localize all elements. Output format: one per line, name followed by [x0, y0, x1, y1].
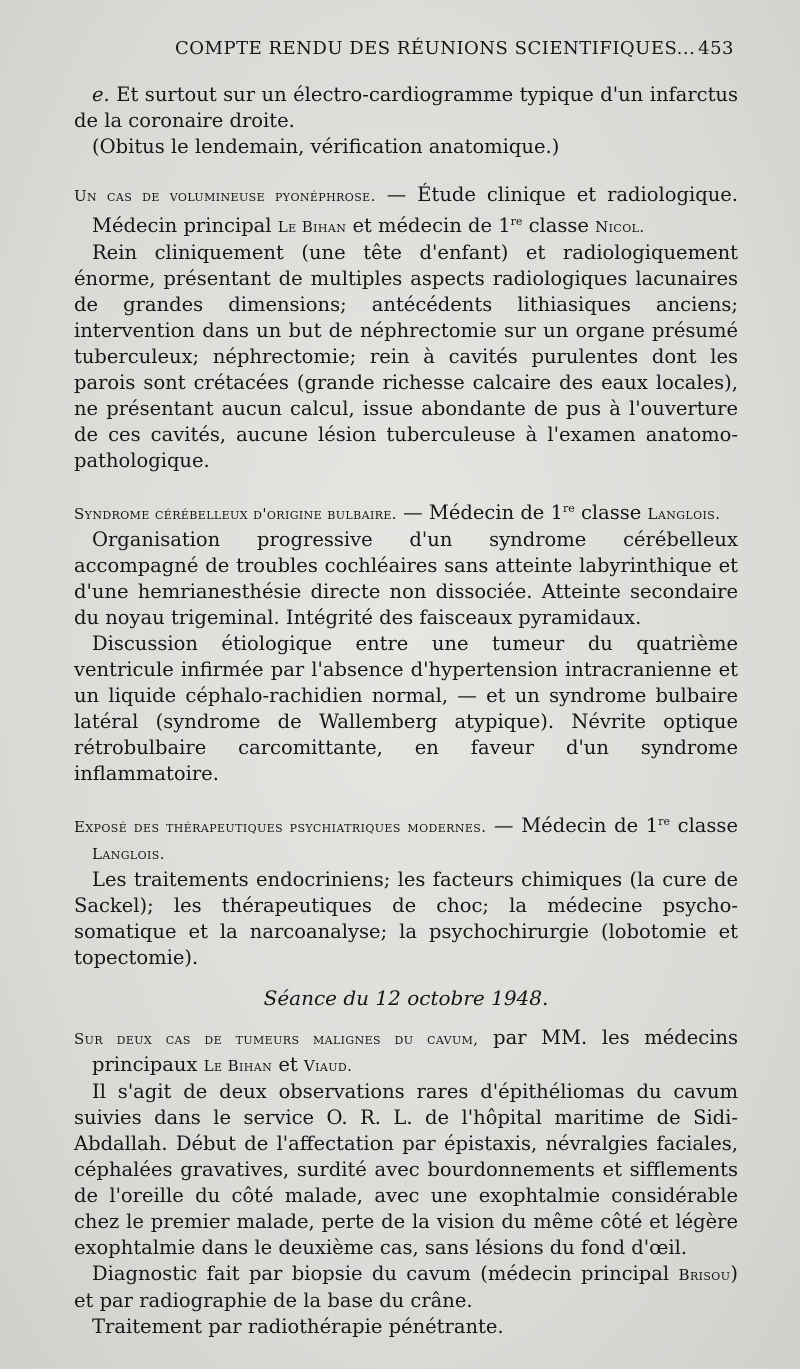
section-body: Traitement par radiothérapie pénétrante. — [92, 1315, 504, 1338]
author-name: Langlois. — [92, 845, 165, 863]
section-body: Discussion étiologique entre une tumeur du quatrième ventricule infirmée par l'absence d'hypertension intracranienne et un liquide céphalo-rachidien normal, — et un syndrome bulbaire latéral (syndrome de Wallemberg atypique). Névrite optique rétrobulbaire carcomittante, en faveur d'un syndrome inflammatoire. — [74, 632, 738, 785]
author-name: Nicol. — [595, 218, 645, 236]
section-title: Un cas de volumineuse pyonéphrose. — [74, 187, 376, 205]
author-name: Viaud. — [303, 1057, 353, 1075]
running-header — [0, 38, 800, 68]
page-number: 453 — [698, 38, 734, 59]
section-title: Exposé des thérapeutiques psychiatriques modernes. — [74, 818, 487, 836]
section-title: Sur deux cas de tumeurs malignes du cavum, — [74, 1030, 479, 1048]
section-body: Diagnostic fait par biopsie du cavum (médecin principal Brisou) et par radiographie de la base du crâne. — [74, 1262, 738, 1312]
section-heading-cavum: Sur deux cas de tumeurs malignes du cavum, par MM. les médecins principaux Le Bihan et Viaud. — [74, 1026, 739, 1076]
running-title: COMPTE RENDU DES RÉUNIONS SCIENTIFIQUES... — [175, 38, 696, 59]
section-heading-syndrome: Syndrome cérébelleux d'origine bulbaire. — Médecin de 1re classe Langlois. — [74, 501, 721, 524]
section-title: Syndrome cérébelleux d'origine bulbaire. — [74, 505, 397, 523]
paragraph-e — [74, 82, 738, 134]
section-heading-pyonephrose: Un cas de volumineuse pyonéphrose. — Étude clinique et radiologique. Médecin principal Le Bihan et médecin de 1re classe Nicol. — [74, 183, 738, 237]
author-name: Langlois. — [647, 505, 721, 523]
section-body: Les traitements endocriniens; les facteurs chimiques (la cure de Sackel); les thérapeutiques de choc; la médecine psycho-somatique et la narcoanalyse; la psychochirurgie (lobotomie et topectomie). — [74, 868, 738, 969]
author-name: Brisou — [678, 1266, 731, 1284]
item-marker: e. — [92, 83, 110, 106]
author-name: Le Bihan — [277, 218, 347, 236]
session-heading: Séance du 12 octobre 1948. — [263, 986, 549, 1010]
section-heading-therapeutiques: Exposé des thérapeutiques psychiatriques modernes. — Médecin de 1re classe Langlois. — [74, 814, 738, 863]
page-body — [74, 82, 738, 1340]
paragraph-obitus: (Obitus le lendemain, vérification anatomique.) — [92, 135, 560, 158]
paragraph-text: Et surtout sur un électro-cardiogramme typique d'un infarctus de la coronaire droite. — [74, 83, 738, 132]
author-name: Le Bihan — [203, 1057, 273, 1075]
section-body: Organisation progressive d'un syndrome cérébelleux accompagné de troubles cochléaires sans atteinte labyrinthique et d'une hemrianesthésie directe non dissociée. Atteinte secondaire du noyau trigeminal. Intégrité des faisceaux pyramidaux. — [74, 528, 738, 629]
section-body: Rein cliniquement (une tête d'enfant) et radiologiquement énorme, présentant de multiples aspects radiologiques lacunaires de grandes dimensions; antécédents lithiasiques anciens; intervention dans un but de néphrectomie sur un organe présumé tuberculeux; néphrectomie; rein à cavités purulentes dont les parois sont crétacées (grande richesse calcaire des eaux locales), ne présentant aucun calcul, issue abondante de pus à l'ouverture de ces cavités, aucune lésion tuberculeuse à l'examen anatomo-pathologique. — [74, 241, 738, 472]
section-body: Il s'agit de deux observations rares d'épithéliomas du cavum suivies dans le service O. R. L. de l'hôpital maritime de Sidi-Abdallah. Début de l'affectation par épistaxis, névralgies faciales, céphalées gravatives, surdité avec bourdonnements et sifflements de l'oreille du côté malade, avec une exophtalmie considérable chez le premier malade, perte de la vision du même côté et légère exophtalmie dans le deuxième cas, sans lésions du fond d'œil. — [74, 1080, 738, 1259]
